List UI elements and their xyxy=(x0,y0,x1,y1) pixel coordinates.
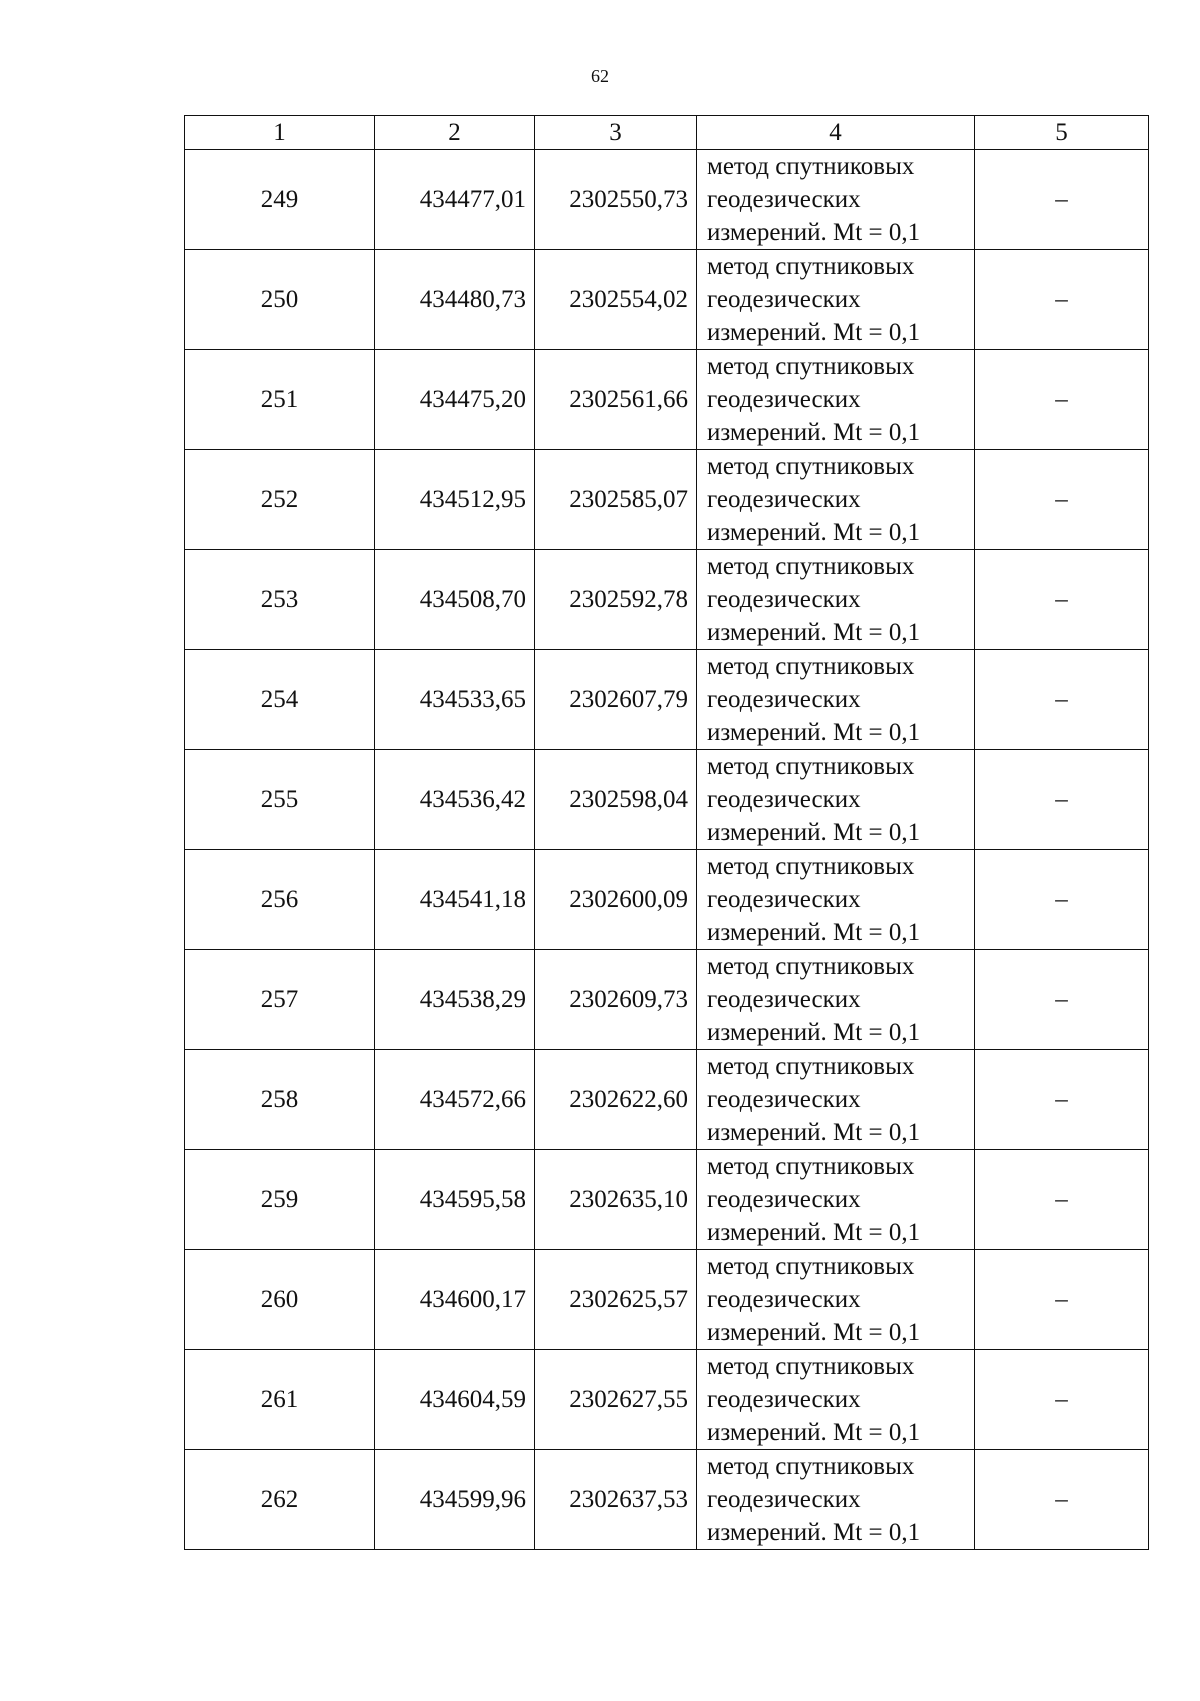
method-line: метод спутниковых xyxy=(707,253,915,280)
y-coordinate-cell: 2302622,60 xyxy=(535,1050,697,1150)
note-cell: – xyxy=(975,1450,1149,1550)
note-cell: – xyxy=(975,1250,1149,1350)
method-line: геодезических xyxy=(707,286,861,313)
point-number-cell: 251 xyxy=(185,350,375,450)
y-coordinate-cell: 2302637,53 xyxy=(535,1450,697,1550)
point-number-cell: 252 xyxy=(185,450,375,550)
method-cell xyxy=(697,650,975,750)
point-number-cell: 257 xyxy=(185,950,375,1050)
note-cell: – xyxy=(975,450,1149,550)
method-line: метод спутниковых xyxy=(707,453,915,480)
page-number: 62 xyxy=(591,66,609,86)
table-row xyxy=(185,350,1149,450)
method-line: измерений. Mt = 0,1 xyxy=(707,1519,921,1546)
y-coordinate-cell: 2302585,07 xyxy=(535,450,697,550)
point-number-cell: 258 xyxy=(185,1050,375,1150)
method-line: измерений. Mt = 0,1 xyxy=(707,819,921,846)
column-header: 1 xyxy=(185,116,375,150)
method-line: метод спутниковых xyxy=(707,653,915,680)
x-coordinate-cell: 434604,59 xyxy=(375,1350,535,1450)
method-line: метод спутниковых xyxy=(707,1153,915,1180)
method-line: измерений. Mt = 0,1 xyxy=(707,219,921,246)
x-coordinate-cell: 434538,29 xyxy=(375,950,535,1050)
note-cell: – xyxy=(975,250,1149,350)
method-line: измерений. Mt = 0,1 xyxy=(707,319,921,346)
method-line: измерений. Mt = 0,1 xyxy=(707,519,921,546)
table-row xyxy=(185,1050,1149,1150)
method-line: измерений. Mt = 0,1 xyxy=(707,619,921,646)
x-coordinate-cell: 434475,20 xyxy=(375,350,535,450)
method-line: метод спутниковых xyxy=(707,1053,915,1080)
point-number-cell: 253 xyxy=(185,550,375,650)
point-number-cell: 259 xyxy=(185,1150,375,1250)
note-cell: – xyxy=(975,550,1149,650)
x-coordinate-cell: 434536,42 xyxy=(375,750,535,850)
note-cell: – xyxy=(975,350,1149,450)
x-coordinate-cell: 434572,66 xyxy=(375,1050,535,1150)
table-row xyxy=(185,150,1149,250)
x-coordinate-cell: 434533,65 xyxy=(375,650,535,750)
table-row xyxy=(185,550,1149,650)
method-line: измерений. Mt = 0,1 xyxy=(707,719,921,746)
method-line: метод спутниковых xyxy=(707,1353,915,1380)
method-line: измерений. Mt = 0,1 xyxy=(707,919,921,946)
point-number-cell: 261 xyxy=(185,1350,375,1450)
table-row xyxy=(185,1350,1149,1450)
table-header-row xyxy=(185,116,1149,150)
table-row xyxy=(185,1150,1149,1250)
method-cell xyxy=(697,1250,975,1350)
method-line: метод спутниковых xyxy=(707,153,915,180)
y-coordinate-cell: 2302627,55 xyxy=(535,1350,697,1450)
method-line: геодезических xyxy=(707,186,861,213)
point-number-cell: 250 xyxy=(185,250,375,350)
y-coordinate-cell: 2302561,66 xyxy=(535,350,697,450)
x-coordinate-cell: 434508,70 xyxy=(375,550,535,650)
method-line: метод спутниковых xyxy=(707,353,915,380)
method-line: измерений. Mt = 0,1 xyxy=(707,419,921,446)
column-header: 2 xyxy=(375,116,535,150)
method-line: геодезических xyxy=(707,786,861,813)
method-line: геодезических xyxy=(707,1186,861,1213)
note-cell: – xyxy=(975,750,1149,850)
column-header: 5 xyxy=(975,116,1149,150)
point-number-cell: 260 xyxy=(185,1250,375,1350)
method-line: метод спутниковых xyxy=(707,1453,915,1480)
method-line: геодезических xyxy=(707,386,861,413)
method-cell xyxy=(697,1450,975,1550)
point-number-cell: 262 xyxy=(185,1450,375,1550)
method-cell xyxy=(697,350,975,450)
method-line: геодезических xyxy=(707,486,861,513)
method-line: геодезических xyxy=(707,1386,861,1413)
method-line: метод спутниковых xyxy=(707,853,915,880)
column-header: 4 xyxy=(697,116,975,150)
method-line: измерений. Mt = 0,1 xyxy=(707,1319,921,1346)
x-coordinate-cell: 434541,18 xyxy=(375,850,535,950)
y-coordinate-cell: 2302635,10 xyxy=(535,1150,697,1250)
method-line: метод спутниковых xyxy=(707,553,915,580)
method-line: геодезических xyxy=(707,686,861,713)
method-cell xyxy=(697,950,975,1050)
method-line: измерений. Mt = 0,1 xyxy=(707,1419,921,1446)
y-coordinate-cell: 2302600,09 xyxy=(535,850,697,950)
method-line: геодезических xyxy=(707,586,861,613)
method-line: геодезических xyxy=(707,886,861,913)
method-cell xyxy=(697,150,975,250)
table-row xyxy=(185,1250,1149,1350)
method-line: геодезических xyxy=(707,1486,861,1513)
note-cell: – xyxy=(975,950,1149,1050)
point-number-cell: 254 xyxy=(185,650,375,750)
method-cell xyxy=(697,550,975,650)
method-line: метод спутниковых xyxy=(707,753,915,780)
method-cell xyxy=(697,750,975,850)
column-header: 3 xyxy=(535,116,697,150)
method-line: геодезических xyxy=(707,1286,861,1313)
y-coordinate-cell: 2302598,04 xyxy=(535,750,697,850)
note-cell: – xyxy=(975,1050,1149,1150)
note-cell: – xyxy=(975,150,1149,250)
y-coordinate-cell: 2302550,73 xyxy=(535,150,697,250)
y-coordinate-cell: 2302554,02 xyxy=(535,250,697,350)
y-coordinate-cell: 2302592,78 xyxy=(535,550,697,650)
method-line: геодезических xyxy=(707,986,861,1013)
table-body xyxy=(185,150,1149,1550)
table-row xyxy=(185,750,1149,850)
y-coordinate-cell: 2302625,57 xyxy=(535,1250,697,1350)
x-coordinate-cell: 434595,58 xyxy=(375,1150,535,1250)
table-row xyxy=(185,1450,1149,1550)
method-cell xyxy=(697,850,975,950)
method-line: измерений. Mt = 0,1 xyxy=(707,1119,921,1146)
method-line: измерений. Mt = 0,1 xyxy=(707,1219,921,1246)
method-line: метод спутниковых xyxy=(707,953,915,980)
table-row xyxy=(185,450,1149,550)
method-line: метод спутниковых xyxy=(707,1253,915,1280)
x-coordinate-cell: 434599,96 xyxy=(375,1450,535,1550)
method-cell xyxy=(697,1350,975,1450)
method-cell xyxy=(697,1050,975,1150)
table-row xyxy=(185,850,1149,950)
y-coordinate-cell: 2302607,79 xyxy=(535,650,697,750)
method-line: измерений. Mt = 0,1 xyxy=(707,1019,921,1046)
note-cell: – xyxy=(975,850,1149,950)
x-coordinate-cell: 434600,17 xyxy=(375,1250,535,1350)
coordinates-table xyxy=(184,115,1149,1550)
note-cell: – xyxy=(975,1150,1149,1250)
x-coordinate-cell: 434480,73 xyxy=(375,250,535,350)
note-cell: – xyxy=(975,650,1149,750)
table-row xyxy=(185,650,1149,750)
note-cell: – xyxy=(975,1350,1149,1450)
point-number-cell: 256 xyxy=(185,850,375,950)
method-cell xyxy=(697,1150,975,1250)
point-number-cell: 255 xyxy=(185,750,375,850)
method-line: геодезических xyxy=(707,1086,861,1113)
point-number-cell: 249 xyxy=(185,150,375,250)
table-row xyxy=(185,950,1149,1050)
method-cell xyxy=(697,250,975,350)
table-row xyxy=(185,250,1149,350)
x-coordinate-cell: 434477,01 xyxy=(375,150,535,250)
x-coordinate-cell: 434512,95 xyxy=(375,450,535,550)
y-coordinate-cell: 2302609,73 xyxy=(535,950,697,1050)
method-cell xyxy=(697,450,975,550)
